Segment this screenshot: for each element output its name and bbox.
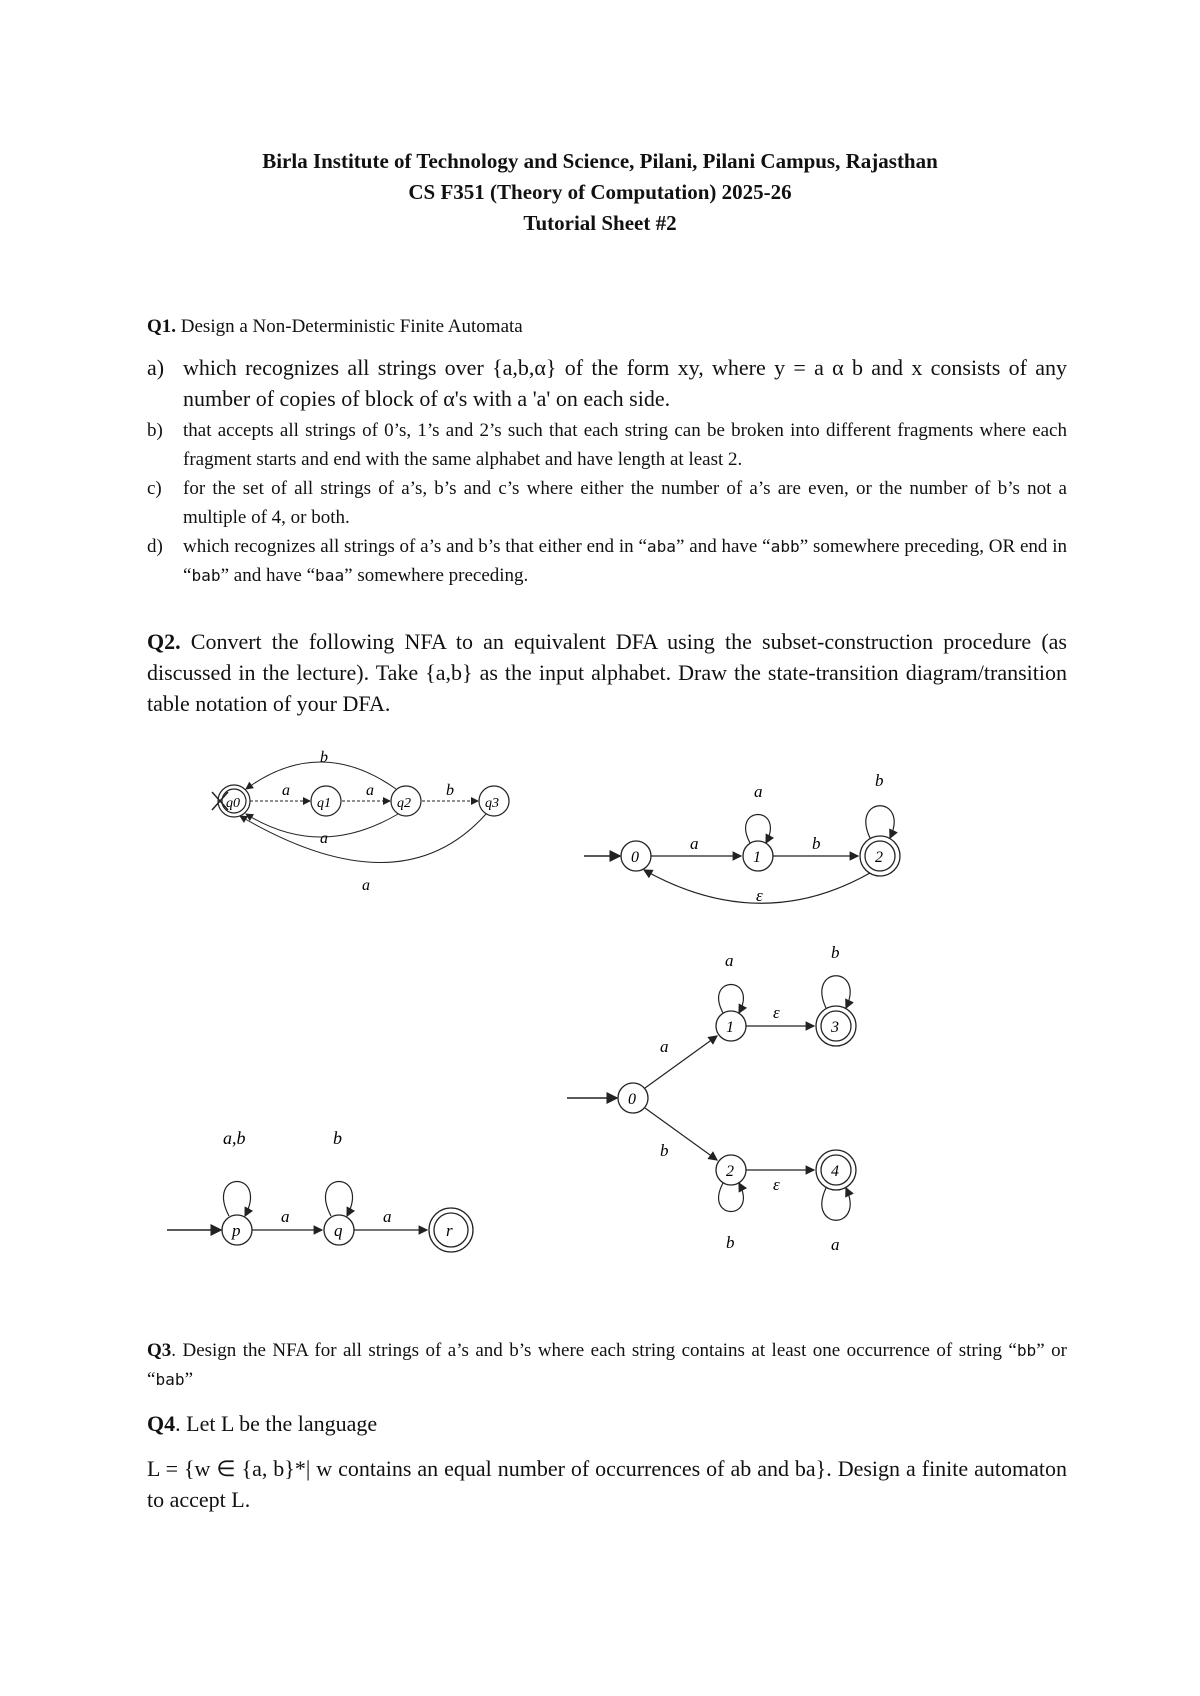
edge-label: b: [831, 943, 840, 962]
question-4: [147, 1408, 1067, 1515]
edge-label: b: [320, 749, 328, 766]
edge-label: b: [812, 834, 821, 853]
state-label: 2: [875, 849, 883, 866]
nfa-diagram-2: [580, 760, 920, 920]
state-label: q0: [226, 796, 240, 811]
edge-q3-q0-bottom: [240, 814, 486, 863]
q4-title: . Let L be the language: [175, 1411, 378, 1436]
q1d-text: ” somewhere preceding.: [344, 565, 529, 586]
q1-heading: [147, 316, 1067, 338]
edge-label: a: [282, 782, 290, 799]
q1d-code: baa: [315, 566, 345, 585]
edge-label: ε: [756, 886, 763, 905]
q4-text: L = {w ∈ {a, b}*| w contains an equal number of occurrences of ab and ba}. Design a finite automaton to accept L.: [147, 1456, 1067, 1512]
q2-number: Q2.: [147, 629, 181, 654]
q1-item-d: [147, 532, 1067, 590]
q1-item-b: [147, 416, 1067, 474]
question-3: [147, 1336, 1067, 1394]
q1d-text: ” somewhere preceding, OR end in “: [183, 536, 1067, 586]
loop-2: [866, 806, 894, 838]
state-label: q: [334, 1221, 343, 1240]
edge-label: a: [362, 877, 370, 894]
q1-item-text: for the set of all strings of a’s, b’s and c’s where either the number of a’s are even, or the number of b’s not a multiple of 4, or both.: [183, 478, 1067, 528]
q1-number: Q1.: [147, 316, 177, 337]
q1-item-text: [183, 532, 1067, 590]
loop-2: [719, 1183, 744, 1212]
edge-label: b: [333, 1128, 342, 1148]
edge-label: a,b: [223, 1128, 246, 1148]
state-label: 1: [726, 1019, 734, 1036]
institute-name: Birla Institute of Technology and Science, Pilani, Pilani Campus, Rajasthan: [262, 149, 938, 173]
q3-number: Q3: [147, 1340, 172, 1361]
edge-label: b: [660, 1141, 669, 1160]
edge-label: b: [446, 782, 454, 799]
sheet-title: Tutorial Sheet #2: [523, 211, 677, 235]
state-label: 2: [726, 1163, 734, 1180]
edge-label: a: [383, 1207, 392, 1226]
loop-4: [822, 1188, 850, 1220]
edge-label: a: [725, 951, 734, 970]
nfa-diagram-3: [565, 930, 895, 1260]
q1d-text: ” and have “: [220, 565, 316, 586]
loop-q: [326, 1182, 353, 1217]
q1-item-label: a): [147, 355, 165, 380]
edge-0-1: [645, 1036, 717, 1088]
loop-1: [746, 815, 771, 844]
edge-label: a: [831, 1235, 840, 1254]
q3-code: bab: [155, 1370, 185, 1389]
q3-text: . Design the NFA for all strings of a’s and b’s where each string contains at least one occurrence of string “: [171, 1340, 1017, 1361]
state-label: 0: [631, 849, 639, 866]
q1-item-text: which recognizes all strings over {a,b,α} of the form xy, where y = a α b and x consists of any number of copies of block of α's with a 'a' on each side.: [183, 355, 1067, 411]
q4-heading: [147, 1408, 1067, 1439]
edge-label: a: [660, 1037, 669, 1056]
loop-p: [224, 1182, 251, 1217]
q1-item-label: c): [147, 478, 162, 499]
state-label: r: [446, 1221, 453, 1240]
loop-3: [822, 976, 850, 1008]
state-label: q3: [485, 796, 499, 811]
q1-item-text: that accepts all strings of 0’s, 1’s and 2’s such that each string can be broken into different fragments where each fragment starts and end with the same alphabet and have length at least 2.: [183, 420, 1067, 470]
edge-label: a: [754, 782, 763, 801]
q1d-code: abb: [770, 537, 800, 556]
edge-label: a: [366, 782, 374, 799]
q2-text: Convert the following NFA to an equivalent DFA using the subset-construction procedure (as discussed in the lecture). Take {a,b} as the input alphabet. Draw the state-transition diagram/transition table notation of your DFA.: [147, 629, 1067, 716]
edge-label: a: [320, 830, 328, 847]
q1d-text: which recognizes all strings of a’s and b’s that either end in “: [183, 536, 647, 557]
edge-label: a: [690, 834, 699, 853]
q1-item-label: d): [147, 536, 163, 557]
edge-label: ε: [773, 1003, 780, 1022]
q3-text: ”: [184, 1369, 194, 1390]
state-label: 4: [831, 1163, 839, 1180]
question-1: [147, 316, 1067, 590]
nfa-diagram-1: [200, 740, 540, 900]
q1d-code: bab: [191, 566, 221, 585]
question-2: [147, 626, 1067, 719]
state-label: 3: [831, 1019, 839, 1036]
loop-1: [719, 985, 744, 1014]
edge-label: ε: [773, 1175, 780, 1194]
q1-item-a: [147, 352, 1067, 414]
q1-title: Design a Non-Deterministic Finite Automata: [180, 316, 523, 337]
nfa-diagram-4: [165, 1120, 495, 1260]
document-header: [0, 146, 1200, 239]
q4-number: Q4: [147, 1411, 176, 1436]
state-label: 0: [628, 1091, 636, 1108]
state-label: q2: [397, 796, 411, 811]
state-label: 1: [753, 849, 761, 866]
q1d-code: aba: [646, 537, 677, 556]
q1-item-c: [147, 474, 1067, 532]
q3-text: ” or “: [147, 1340, 1067, 1390]
q1-item-label: b): [147, 420, 163, 441]
q1d-text: ” and have “: [676, 536, 771, 557]
edge-label: a: [281, 1207, 290, 1226]
edge-0-2: [645, 1108, 717, 1160]
q3-code: bb: [1016, 1341, 1037, 1360]
edge-label: b: [726, 1233, 735, 1252]
state-label: q1: [317, 796, 331, 811]
edge-label: b: [875, 771, 884, 790]
course-title: CS F351 (Theory of Computation) 2025-26: [408, 180, 792, 204]
state-label: p: [232, 1221, 241, 1240]
